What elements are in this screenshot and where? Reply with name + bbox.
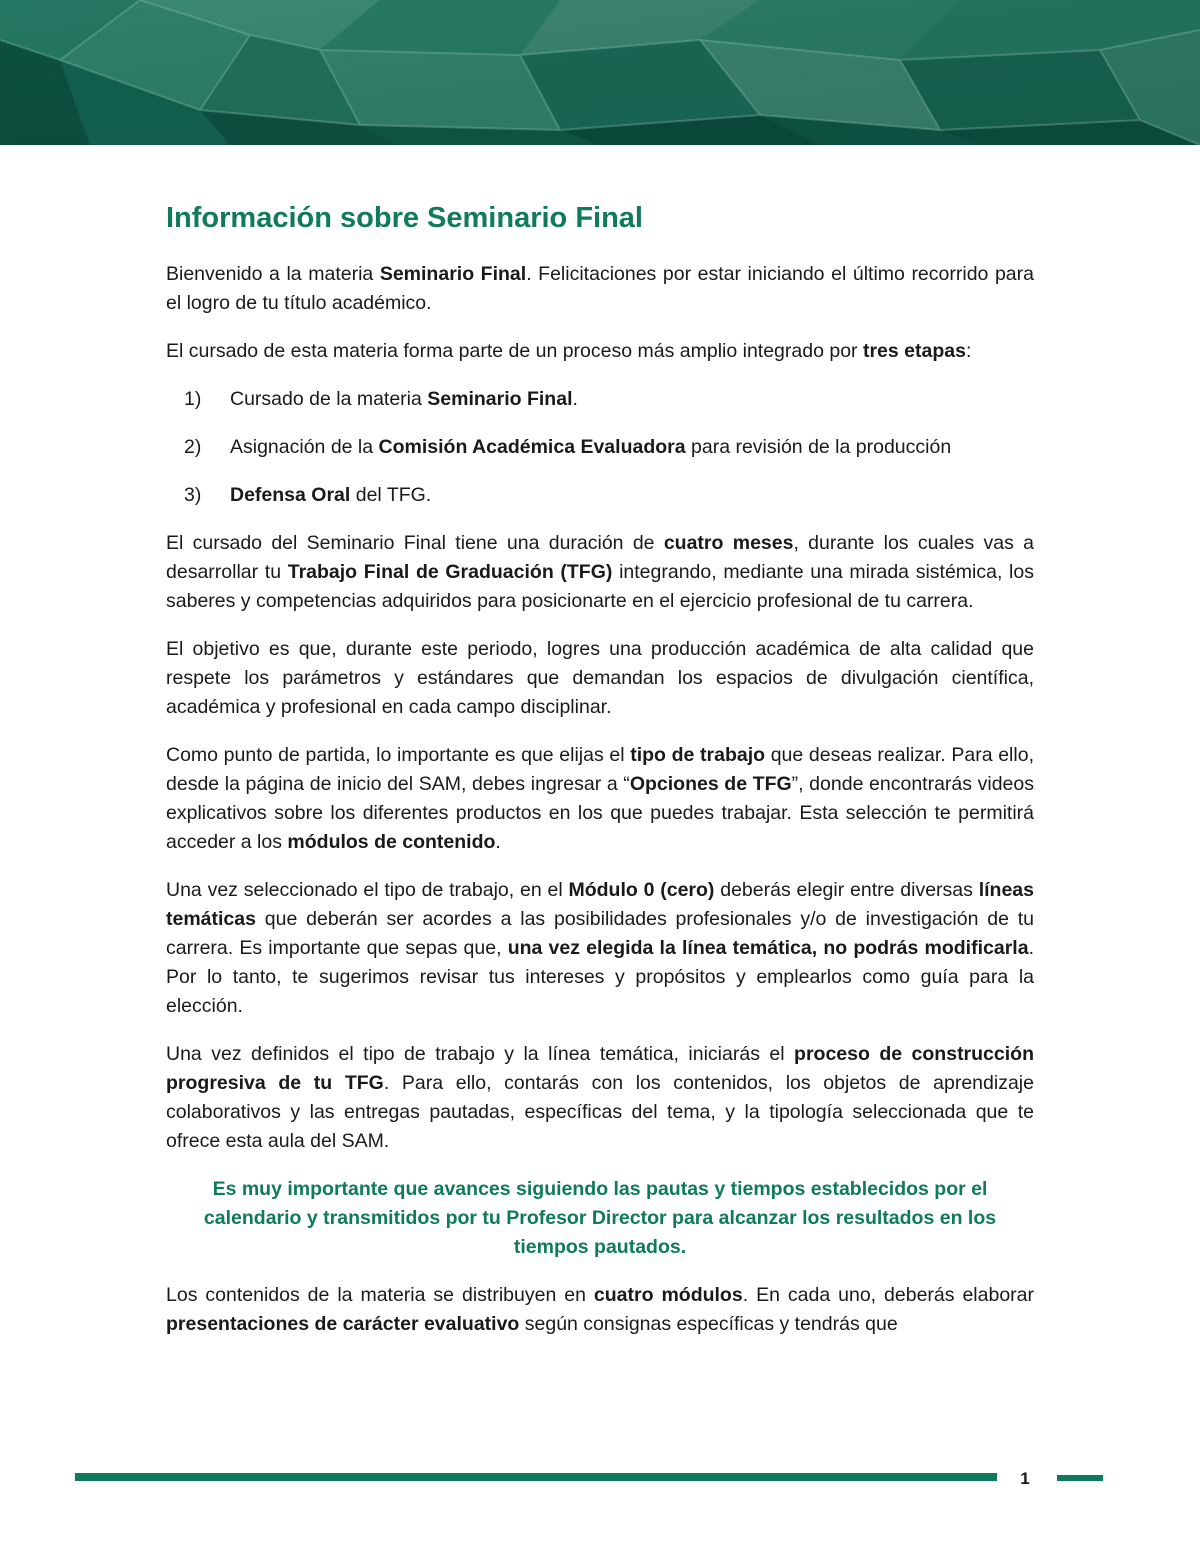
text: Asignación de la [230,436,379,458]
text: . En cada uno, deberás elaborar [742,1284,1035,1306]
bold-text: Opciones de TFG [629,773,792,795]
bold-text: líneas temáticas [166,879,1034,930]
bold-text: Trabajo Final de Graduación (TFG) [287,561,613,583]
text: ”, donde encontrarás videos explicativos sobre los diferentes productos en los que puedes trabajar. Esta selección te permitirá acceder a los [166,773,1034,853]
page-number: 1 [1020,1469,1030,1488]
list-item-text [230,433,951,462]
bold-text: cuatro meses [663,532,794,554]
bold-text: tipo de trabajo [630,744,766,766]
text: Una vez seleccionado el tipo de trabajo, en el [166,879,569,901]
text: . Felicitaciones por estar iniciando el último recorrido para el logro de tu título académico. [166,263,1034,314]
list-item [166,385,1034,414]
text: que deseas realizar. Para ello, desde la página de inicio del SAM, debes ingresar a “ [166,744,1034,795]
page-title: Información sobre Seminario Final [166,202,643,234]
bold-text: módulos de contenido [287,831,496,853]
bold-text: una vez elegida la línea temática, no podrás modificarla [507,937,1029,959]
text: Bienvenido a la materia [166,263,380,285]
text: que deberán ser acordes a las posibilidades profesionales y/o de investigación de tu carrera. Es importante que sepas que, [166,908,1034,959]
text: : [965,340,972,362]
text: integrando, mediante una mirada sistémica, los saberes y competencias adquiridos para posicionarte en el ejercicio profesional de tu carrera. [166,561,1034,612]
list-item [166,433,1034,462]
list-item-text [230,481,431,510]
footer-divider-right [1057,1475,1103,1481]
paragraph-welcome [166,260,1034,318]
list-number: 1) [184,388,202,410]
paragraph-objective [166,635,1034,722]
bold-text: Seminario Final [427,388,573,410]
text: del TFG. [350,484,432,506]
bold-text: Seminario Final [379,263,527,285]
bold-text: Defensa Oral [230,484,351,506]
text: , durante los cuales vas a desarrollar tu [166,532,1035,583]
text: Los contenidos de la materia se distribuyen en [166,1284,594,1306]
list-item-text [230,385,578,414]
stages-list [166,385,1034,510]
text: deberás elegir entre diversas [714,879,979,901]
paragraph-stages-intro [166,337,1034,366]
paragraph-duration [166,529,1034,616]
paragraph-starting-point [166,741,1034,857]
list-number: 2) [184,436,202,458]
bold-text: proceso de construcción progresiva de tu TFG [166,1043,1034,1094]
text: El cursado de esta materia forma parte de un proceso más amplio integrado por [166,340,863,362]
text: . Por lo tanto, te sugerimos revisar tus intereses y propósitos y emplearlos como guía para la elección. [166,937,1034,1017]
text: . Para ello, contarás con los contenidos, los objetos de aprendizaje colaborativos y las entregas pautadas, específicas del tema, y la tipología seleccionada que te ofrece esta aula del SAM. [166,1072,1034,1152]
highlight-note: Es muy importante que avances siguiendo las pautas y tiempos establecidos por el calendario y transmitidos por tu Profesor Director para alcanzar los resultados en los tiempos pautados. [203,1178,997,1258]
bold-text: presentaciones de carácter evaluativo [166,1313,520,1335]
text: El cursado del Seminario Final tiene una duración de [166,532,664,554]
text: según consignas específicas y tendrás que [519,1313,898,1335]
document-body [166,196,1034,1358]
text: para revisión de la producción [685,436,952,458]
header-architecture-image [0,0,1200,145]
paragraph-construction [166,1040,1034,1156]
bold-text: cuatro módulos [593,1284,743,1306]
text: . [495,831,501,853]
text: . [572,388,578,410]
bold-text: tres etapas [862,340,966,362]
text: Una vez definidos el tipo de trabajo y la línea temática, iniciarás el [166,1043,795,1065]
text: Como punto de partida, lo importante es que elijas el [166,744,631,766]
bold-text: Módulo 0 (cero) [568,879,715,901]
text: Cursado de la materia [230,388,428,410]
list-item [166,481,1034,510]
list-number: 3) [184,484,202,506]
bold-text: Comisión Académica Evaluadora [378,436,686,458]
header-banner [0,0,1200,145]
paragraph-modules [166,1281,1034,1339]
paragraph-module-zero [166,876,1034,1021]
footer-divider [75,1473,997,1481]
text: El objetivo es que, durante este periodo, logres una producción académica de alta calidad que respete los parámetros y estándares que demandan los espacios de divulgación científica, académica y profesional en cada campo disciplinar. [166,638,1034,718]
